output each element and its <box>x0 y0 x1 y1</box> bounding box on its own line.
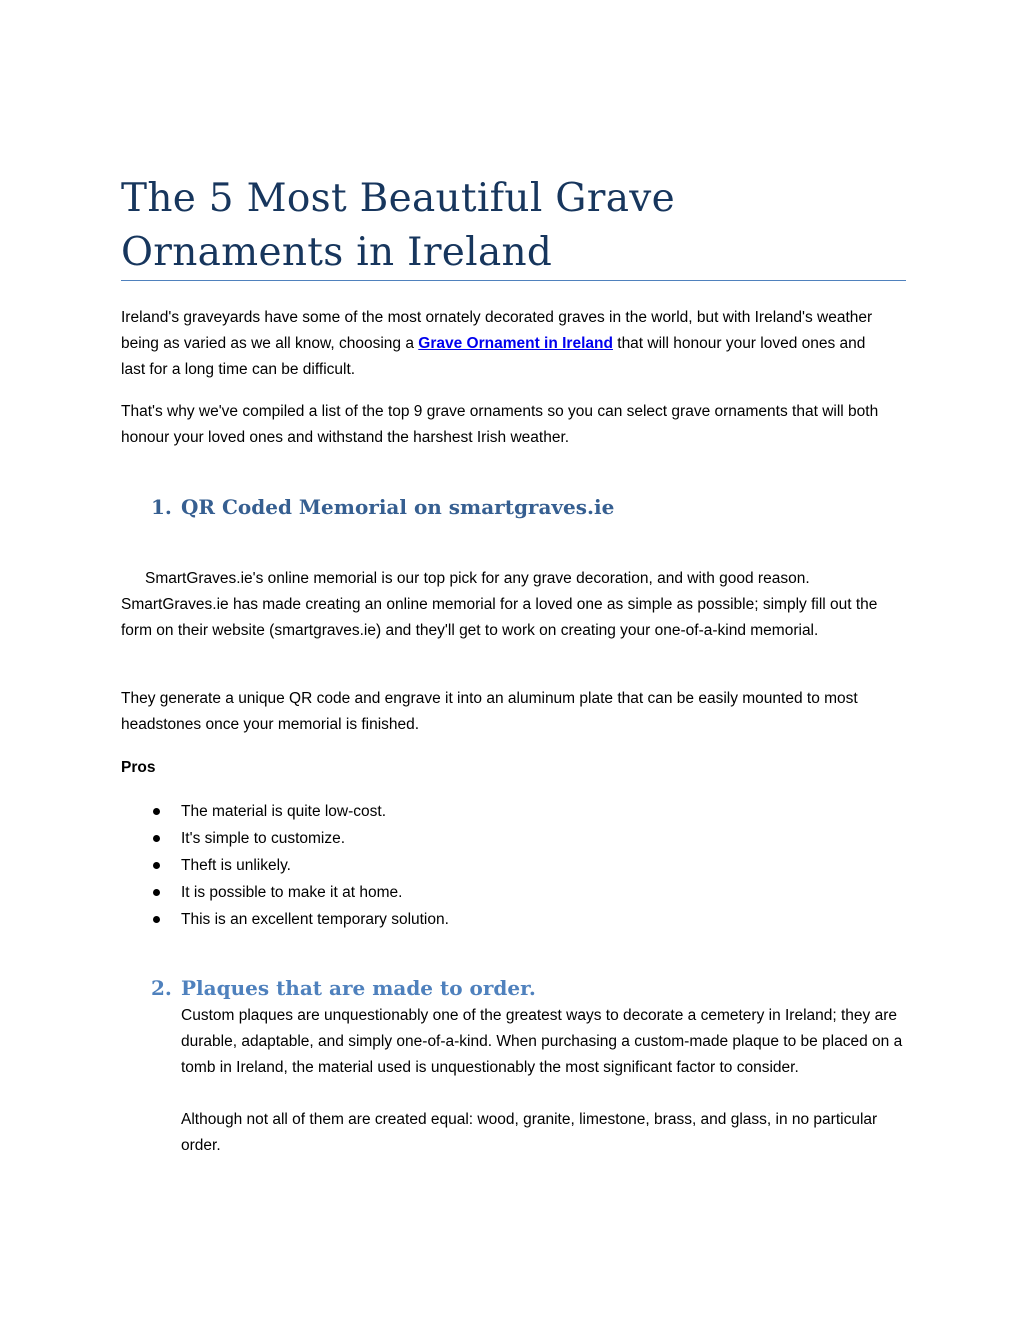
section-1-paragraph-1: SmartGraves.ie's online memorial is our top pick for any grave decoration, and with good reason. SmartGraves.ie has made creating an online memorial for a loved one as simple as possible; simply fill out the form on their website (smartgraves.ie) and they'll get to work on creating your one-of-a-kind memorial. <box>121 570 878 639</box>
pro-text: The material is quite low-cost. <box>181 803 387 820</box>
bullet-icon <box>153 862 160 869</box>
section-2-heading <box>151 975 536 1001</box>
section-1-title: QR Coded Memorial on smartgraves.ie <box>181 495 615 519</box>
section-2-paragraph-2: Although not all of them are created equal: wood, granite, limestone, brass, and glass, in no particular order. <box>181 1111 878 1154</box>
intro-text-start: Ireland's graveyards have some of the most ornately decorated graves in the world, but with Ireland's weather being as varied as we all know, choosing a <box>121 309 873 352</box>
bullet-icon <box>153 889 160 896</box>
section-1-number: 1. <box>151 495 172 519</box>
page-title: The 5 Most Beautiful Grave Ornaments in Ireland <box>121 176 675 275</box>
bullet-icon <box>153 808 160 815</box>
pro-text: This is an excellent temporary solution. <box>181 911 449 928</box>
grave-ornament-link[interactable]: Grave Ornament in Ireland <box>418 335 613 352</box>
bullet-icon <box>153 835 160 842</box>
list-item <box>121 906 449 933</box>
pro-text: It is possible to make it at home. <box>181 884 403 901</box>
intro-paragraph-2: That's why we've compiled a list of the top 9 grave ornaments so you can select grave ornaments that will both honour your loved ones and withstand the harshest Irish weather. <box>121 403 879 446</box>
section-2-paragraph-1: Custom plaques are unquestionably one of the greatest ways to decorate a cemetery in Ireland; they are durable, adaptable, and simply one-of-a-kind. When purchasing a custom-made plaque to be placed on a tomb in Ireland, the material used is unquestionably the most significant factor to consider. <box>181 1007 903 1076</box>
section-1-paragraph-2: They generate a unique QR code and engrave it into an aluminum plate that can be easily mounted to most headstones once your memorial is finished. <box>121 690 858 733</box>
intro-paragraph <box>121 305 891 383</box>
pros-label: Pros <box>121 759 156 776</box>
bullet-icon <box>153 916 160 923</box>
pro-text: It's simple to customize. <box>181 830 346 847</box>
section-2-number: 2. <box>151 976 172 1000</box>
title-divider <box>121 280 906 281</box>
list-item <box>121 852 449 879</box>
pro-text: Theft is unlikely. <box>181 857 291 874</box>
section-1-heading <box>151 494 614 520</box>
intro-text-end: that will honour your loved ones and last for a long time can be difficult. <box>121 335 866 378</box>
list-item <box>121 798 449 825</box>
list-item <box>121 825 449 852</box>
list-item <box>121 879 449 906</box>
section-2-title: Plaques that are made to order. <box>181 976 536 1000</box>
pros-list <box>121 798 449 933</box>
